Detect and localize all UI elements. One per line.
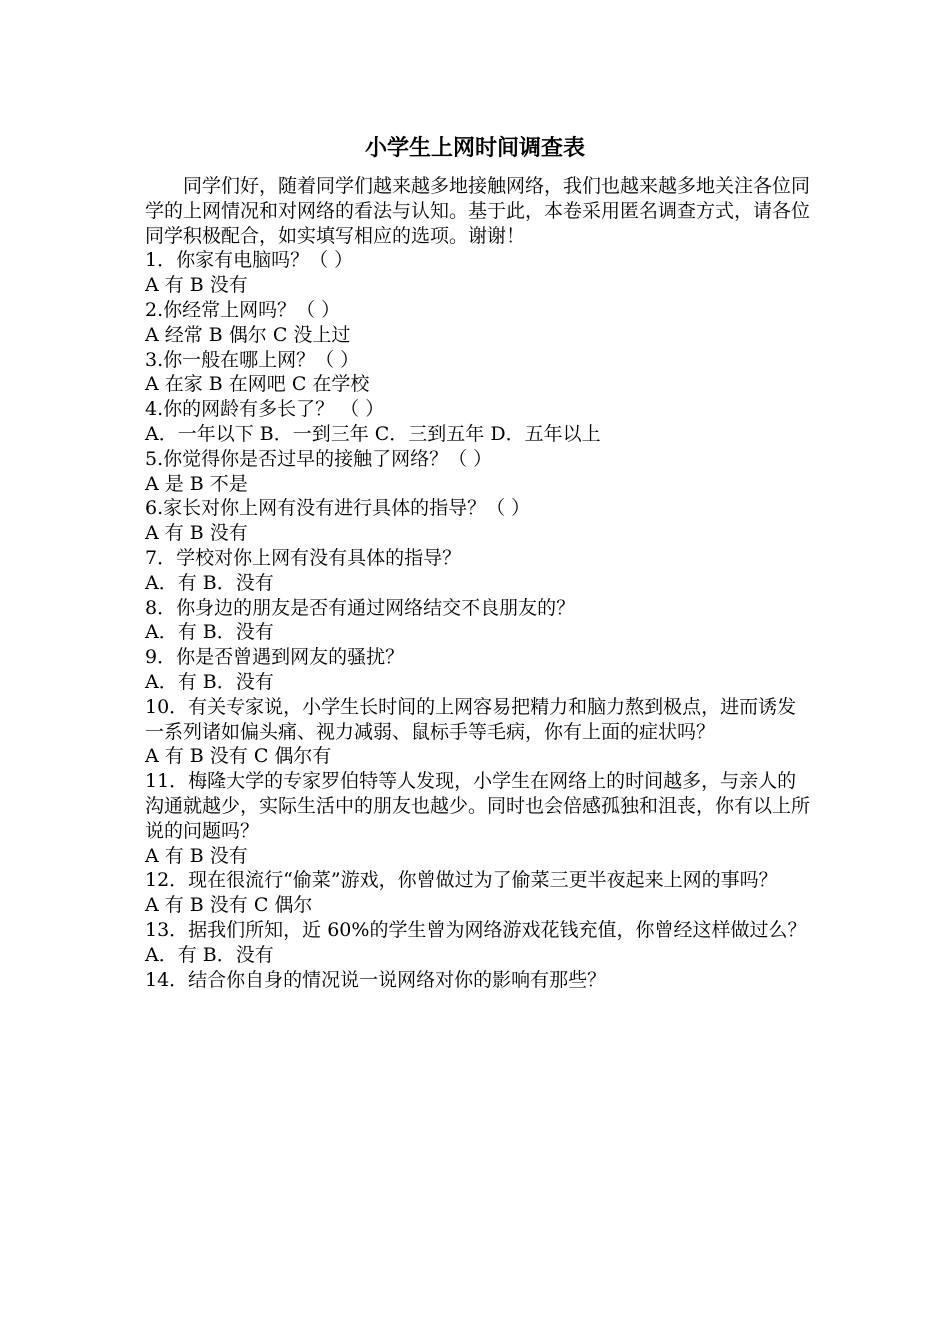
question-12: 12．现在很流行“偷菜”游戏，你曾做过为了偷菜三更半夜起来上网的事吗？ xyxy=(145,869,778,892)
options-8: A．有 B．没有 xyxy=(145,621,274,644)
document-body xyxy=(145,174,813,992)
question-1: 1．你家有电脑吗？（ ） xyxy=(145,249,354,272)
question-9: 9．你是否曾遇到网友的骚扰？ xyxy=(145,646,405,669)
options-9: A．有 B．没有 xyxy=(145,670,274,693)
options-7: A．有 B．没有 xyxy=(145,571,274,594)
question-4: 4.你的网龄有多长了？ （ ） xyxy=(145,398,385,421)
question-6: 6.家长对你上网有没有进行具体的指导？（ ） xyxy=(145,497,531,520)
question-8: 8．你身边的朋友是否有通过网络结交不良朋友的？ xyxy=(145,596,576,619)
options-3: A 在家 B 在网吧 C 在学校 xyxy=(145,373,370,396)
question-11: 11．梅隆大学的专家罗伯特等人发现，小学生在网络上的时间越多，与亲人的沟通就越少，实际生活中的朋友也越少。同时也会倍感孤独和沮丧，你有以上所说的问题吗？ xyxy=(145,770,811,842)
question-14: 14．结合你自身的情况说一说网络对你的影响有那些？ xyxy=(145,968,607,991)
options-4: A．一年以下 B．一到三年 C．三到五年 D．五年以上 xyxy=(145,422,601,445)
question-7: 7．学校对你上网有没有具体的指导？ xyxy=(145,546,462,569)
options-6: A 有 B 没有 xyxy=(145,522,248,545)
question-5: 5.你觉得你是否过早的接触了网络？（ ） xyxy=(145,447,493,470)
options-12: A 有 B 没有 C 偶尔 xyxy=(145,894,313,917)
options-5: A 是 B 不是 xyxy=(145,472,248,495)
question-10: 10．有关专家说，小学生长时间的上网容易把精力和脑力熬到极点，进而诱发一系列诸如偏头痛、视力减弱、鼠标手等毛病，你有上面的症状吗？ xyxy=(145,695,797,743)
question-13: 13．据我们所知，近 60%的学生曾为网络游戏花钱充值，你曾经这样做过么？ xyxy=(145,918,807,941)
options-13: A．有 B．没有 xyxy=(145,943,274,966)
intro-paragraph: 同学们好，随着同学们越来越多地接触网络，我们也越来越多地关注各位同学的上网情况和对网络的看法与认知。基于此，本卷采用匿名调查方式，请各位同学积极配合，如实填写相应的选项。谢谢！ xyxy=(145,175,811,247)
options-11: A 有 B 没有 xyxy=(145,844,248,867)
question-3: 3.你一般在哪上网？（ ） xyxy=(145,348,360,371)
options-2: A 经常 B 偶尔 C 没上过 xyxy=(145,323,351,346)
options-1: A 有 B 没有 xyxy=(145,274,248,297)
question-2: 2.你经常上网吗？（ ） xyxy=(145,298,341,321)
document-title: 小学生上网时间调查表 xyxy=(364,136,585,161)
options-10: A 有 B 没有 C 偶尔有 xyxy=(145,745,332,768)
